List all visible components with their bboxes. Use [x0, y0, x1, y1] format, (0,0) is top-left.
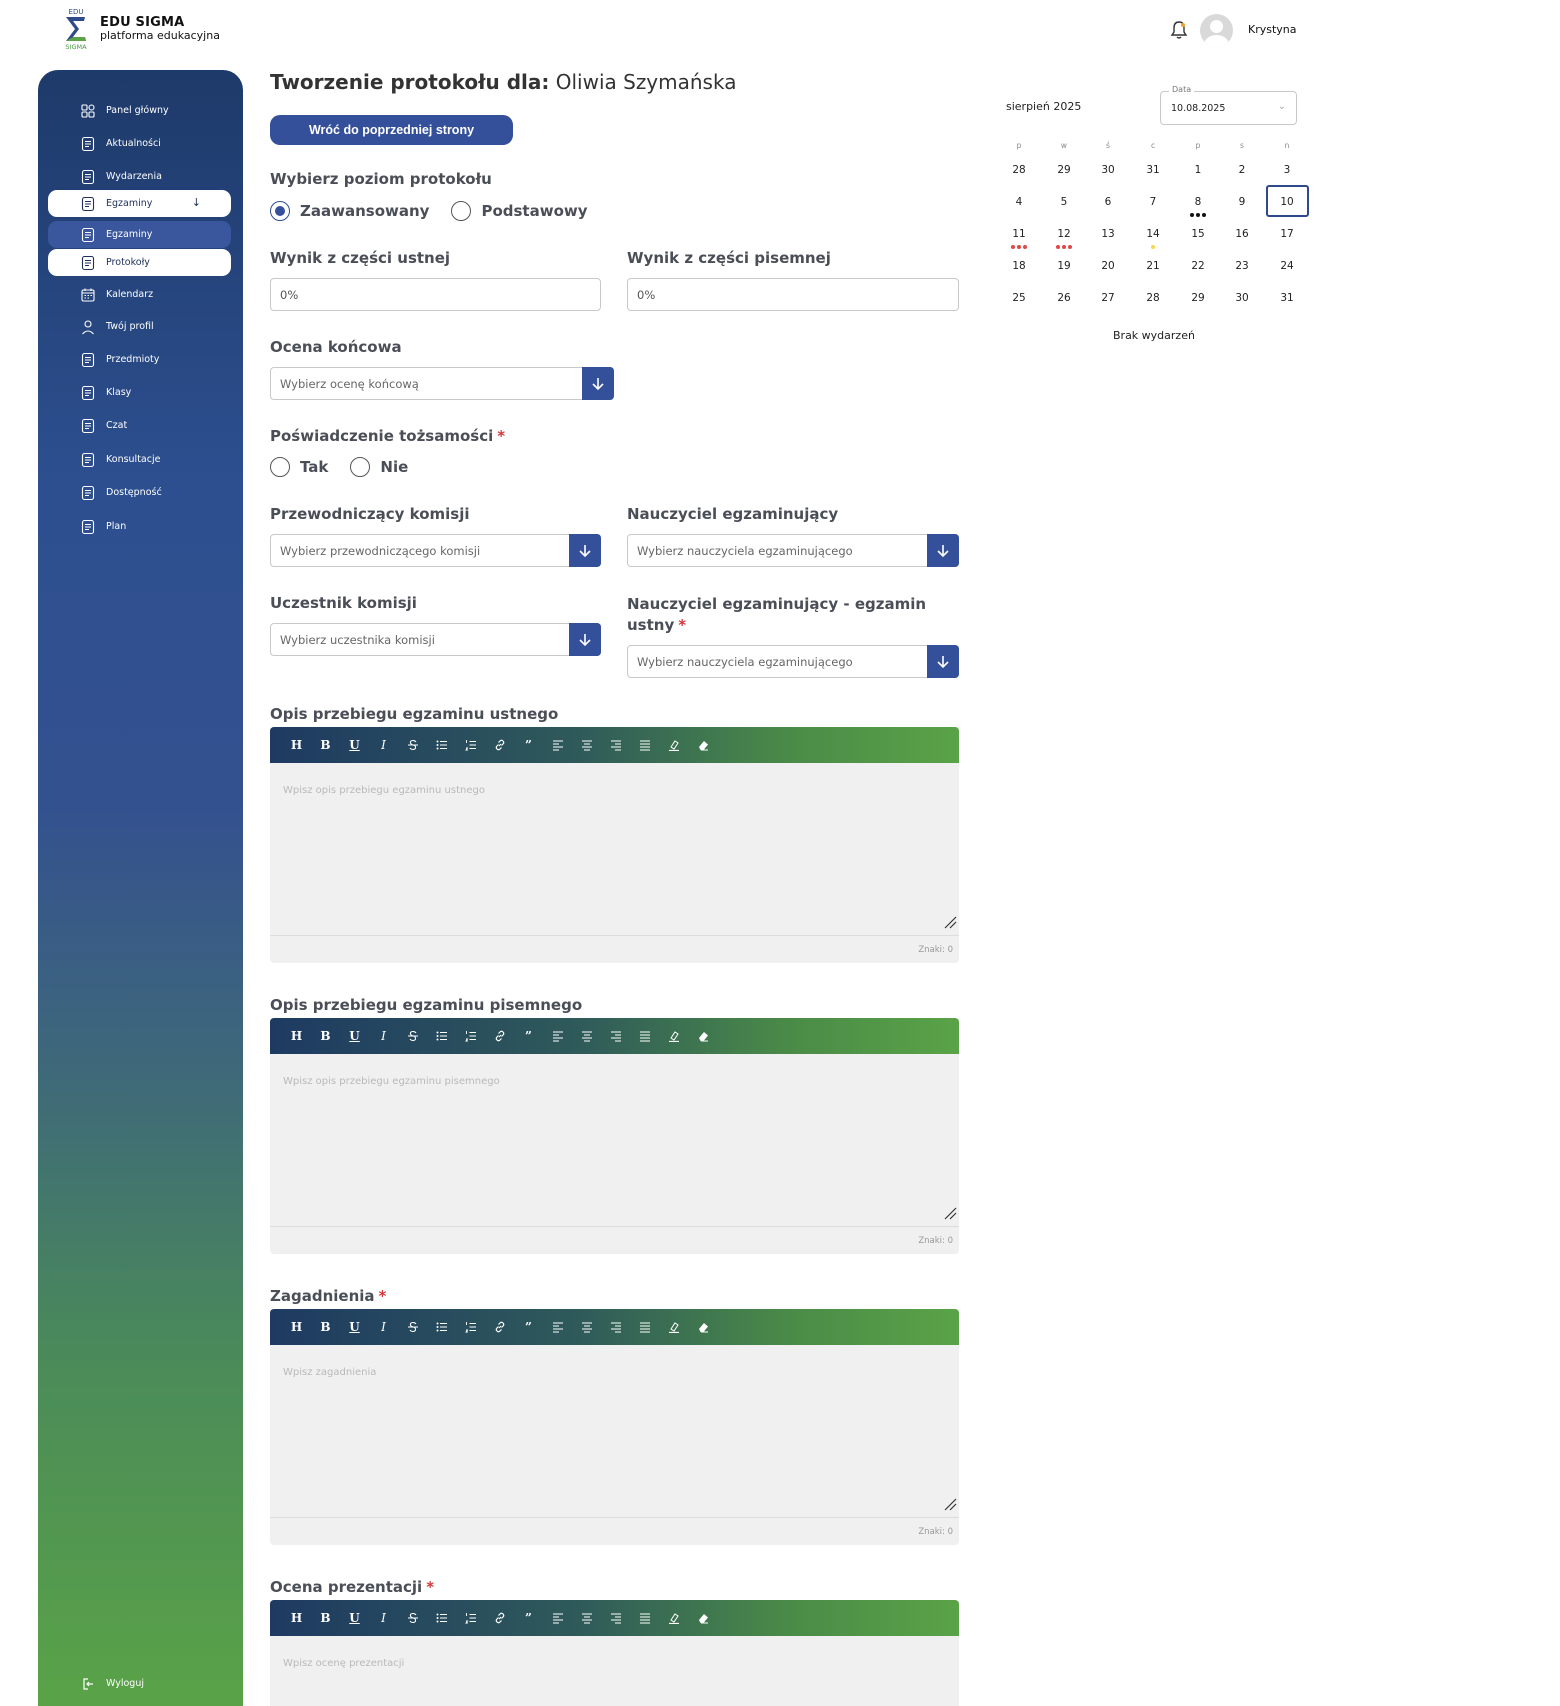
resize-handle-icon[interactable]: [943, 914, 957, 933]
numbered-list-icon[interactable]: [456, 1607, 485, 1629]
italic-icon[interactable]: I: [381, 738, 386, 752]
calendar-day[interactable]: 25: [1012, 292, 1026, 304]
bold-icon[interactable]: B: [320, 1320, 331, 1334]
calendar-day[interactable]: 30: [1101, 164, 1115, 176]
bold-icon[interactable]: B: [320, 738, 331, 752]
sidebar-item-label: Przedmioty: [106, 354, 160, 365]
back-button[interactable]: Wróć do poprzedniej strony: [270, 115, 513, 145]
align-center-icon[interactable]: [572, 1316, 601, 1338]
calendar-day[interactable]: 23: [1235, 260, 1249, 272]
editor-placeholder: Wpisz opis przebiegu egzaminu ustnego: [283, 785, 485, 796]
numbered-list-icon[interactable]: [456, 734, 485, 756]
arrow-down-icon[interactable]: [569, 623, 601, 656]
sidebar-item-label: Aktualności: [106, 138, 161, 149]
logout-button[interactable]: [48, 1670, 231, 1697]
editor-label: Opis przebiegu egzaminu ustnego: [270, 705, 559, 723]
document-icon: [80, 519, 96, 535]
sidebar-item-konsultacje[interactable]: [48, 446, 231, 473]
chair-label: Przewodniczący komisji: [270, 505, 470, 523]
event-dot: [1023, 245, 1027, 249]
document-icon: [80, 255, 96, 271]
logout-label: Wyloguj: [106, 1678, 144, 1689]
radio-icon[interactable]: [270, 457, 290, 477]
document-icon: [80, 352, 96, 368]
calendar-day[interactable]: 13: [1101, 228, 1115, 240]
editor-toolbar: [270, 1600, 959, 1636]
calendar-day[interactable]: 12: [1057, 228, 1071, 240]
document-icon: [80, 418, 96, 434]
calendar-icon: [80, 287, 96, 303]
arrow-down-icon[interactable]: [582, 367, 614, 400]
sidebar-item-kalendarz[interactable]: [48, 281, 231, 308]
student-name: Oliwia Szymańska: [555, 70, 737, 94]
bullet-list-icon[interactable]: [427, 1025, 456, 1047]
calendar-day[interactable]: 26: [1057, 292, 1071, 304]
eraser-icon[interactable]: [688, 1025, 717, 1047]
document-icon: [80, 169, 96, 185]
sidebar-item-label: Wydarzenia: [106, 171, 162, 182]
user-icon: [80, 319, 96, 335]
event-dot: [1068, 245, 1072, 249]
level-option-basic[interactable]: Podstawowy: [451, 201, 587, 221]
align-left-icon[interactable]: [543, 1316, 572, 1338]
document-icon: [80, 196, 96, 212]
identity-option-yes[interactable]: Tak: [270, 457, 328, 477]
bell-icon[interactable]: [1170, 20, 1188, 40]
eraser-icon[interactable]: [688, 1316, 717, 1338]
calendar-day[interactable]: 16: [1235, 228, 1249, 240]
level-option-advanced[interactable]: Zaawansowany: [270, 201, 429, 221]
page-title: Tworzenie protokołu dla: Oliwia Szymańska: [270, 70, 737, 94]
no-events-text: Brak wydarzeń: [1113, 329, 1195, 342]
calendar-day[interactable]: 31: [1146, 164, 1160, 176]
calendar-day[interactable]: 15: [1191, 228, 1205, 240]
dashboard-icon: [80, 103, 96, 119]
selected-day-highlight: [1266, 185, 1309, 217]
written-score-input[interactable]: 0%: [627, 278, 959, 311]
underline-icon[interactable]: U: [349, 1611, 360, 1625]
editor-textarea[interactable]: [270, 763, 959, 936]
align-center-icon[interactable]: [572, 734, 601, 756]
bold-icon[interactable]: B: [320, 1611, 331, 1625]
required-mark: *: [426, 1578, 435, 1596]
radio-icon[interactable]: [350, 457, 370, 477]
numbered-list-icon[interactable]: [456, 1316, 485, 1338]
link-icon[interactable]: [485, 1607, 514, 1629]
editor-textarea[interactable]: [270, 1054, 959, 1227]
editor-toolbar: [270, 1018, 959, 1054]
event-dot: [1011, 245, 1015, 249]
sidebar-item-panel-główny[interactable]: [48, 97, 231, 124]
highlight-icon[interactable]: [659, 1025, 688, 1047]
editor-placeholder: Wpisz zagadnienia: [283, 1367, 377, 1378]
align-justify-icon[interactable]: [630, 1607, 659, 1629]
sidebar-item-label: Dostępność: [106, 487, 162, 498]
highlight-icon[interactable]: [659, 1607, 688, 1629]
sidebar-item-aktualności[interactable]: [48, 130, 231, 157]
examiner-label: Nauczyciel egzaminujący: [627, 505, 839, 523]
logo[interactable]: [62, 8, 262, 52]
quote-icon[interactable]: ”: [525, 1029, 532, 1043]
strikethrough-icon[interactable]: [398, 1316, 427, 1338]
highlight-icon[interactable]: [659, 734, 688, 756]
identity-radio-group: [270, 457, 430, 477]
calendar-day[interactable]: 17: [1280, 228, 1294, 240]
calendar-day[interactable]: 24: [1280, 260, 1294, 272]
quote-icon[interactable]: ”: [525, 1611, 532, 1625]
brand-name: EDU SIGMA: [100, 15, 185, 30]
weekday-header: ś: [1106, 141, 1110, 150]
calendar-day[interactable]: 30: [1235, 292, 1249, 304]
username[interactable]: Krystyna: [1248, 23, 1297, 36]
align-right-icon[interactable]: [601, 1316, 630, 1338]
underline-icon[interactable]: U: [349, 1029, 360, 1043]
chevron-down-icon: ⌄: [1277, 101, 1286, 112]
calendar-day[interactable]: 21: [1146, 260, 1160, 272]
sidebar-item-label: Czat: [106, 420, 128, 431]
weekday-header: p: [1016, 141, 1022, 150]
document-icon: [80, 485, 96, 501]
event-dot: [1151, 245, 1155, 249]
italic-icon[interactable]: I: [381, 1611, 386, 1625]
link-icon[interactable]: [485, 734, 514, 756]
member-select[interactable]: Wybierz uczestnika komisji: [270, 623, 601, 656]
sidebar-item-label: Plan: [106, 521, 127, 532]
document-icon: [80, 136, 96, 152]
underline-icon[interactable]: U: [349, 738, 360, 752]
document-icon: [80, 385, 96, 401]
rich-text-editor: [270, 727, 959, 963]
sidebar-item-label: Konsultacje: [106, 454, 161, 465]
level-radio-group: [270, 201, 610, 221]
sidebar-item-czat[interactable]: [48, 412, 231, 439]
character-count: Znaki: 0: [918, 945, 953, 955]
link-icon[interactable]: [485, 1025, 514, 1047]
heading-icon[interactable]: H: [290, 1029, 303, 1043]
level-label: Wybierz poziom protokołu: [270, 170, 492, 188]
calendar-day[interactable]: 11: [1012, 228, 1026, 240]
align-justify-icon[interactable]: [630, 1316, 659, 1338]
editor-label: Opis przebiegu egzaminu pisemnego: [270, 996, 583, 1014]
italic-icon[interactable]: I: [381, 1029, 386, 1043]
sidebar-item-label: Egzaminy: [106, 198, 153, 209]
examiner-select[interactable]: Wybierz nauczyciela egzaminującego: [627, 534, 959, 567]
calendar-day[interactable]: 28: [1012, 164, 1026, 176]
editor-toolbar: [270, 1309, 959, 1345]
calendar-day[interactable]: 14: [1146, 228, 1160, 240]
calendar-day[interactable]: 1: [1194, 164, 1202, 176]
align-left-icon[interactable]: [543, 1607, 572, 1629]
sidebar-item-label: Panel główny: [106, 105, 169, 116]
resize-handle-icon[interactable]: [943, 1496, 957, 1515]
final-grade-select[interactable]: Wybierz ocenę końcową: [270, 367, 614, 400]
sigma-logo-icon: EDU SIGMA: [65, 8, 87, 51]
quote-icon[interactable]: ”: [525, 738, 532, 752]
strikethrough-icon[interactable]: [398, 1025, 427, 1047]
character-count: Znaki: 0: [918, 1527, 953, 1537]
strikethrough-icon[interactable]: [398, 1607, 427, 1629]
editor-textarea[interactable]: [270, 1345, 959, 1518]
date-label: Data: [1169, 85, 1194, 94]
bullet-list-icon[interactable]: [427, 1607, 456, 1629]
required-mark: *: [378, 1287, 387, 1305]
logout-icon: [82, 1677, 96, 1691]
sidebar-item-label: Klasy: [106, 387, 132, 398]
eraser-icon[interactable]: [688, 734, 717, 756]
resize-handle-icon[interactable]: [943, 1205, 957, 1224]
event-dot: [1202, 213, 1206, 217]
align-center-icon[interactable]: [572, 1607, 601, 1629]
sidebar-item-twój-profil[interactable]: [48, 313, 231, 340]
sidebar-item-egzaminy[interactable]: [48, 190, 231, 217]
arrow-down-icon[interactable]: [569, 534, 601, 567]
member-label: Uczestnik komisji: [270, 594, 417, 612]
align-left-icon[interactable]: [543, 734, 572, 756]
rich-text-editor: [270, 1600, 959, 1706]
eraser-icon[interactable]: [688, 1607, 717, 1629]
event-dot: [1056, 245, 1060, 249]
event-dot: [1196, 213, 1200, 217]
document-icon: [80, 452, 96, 468]
arrow-down-icon[interactable]: ↓: [191, 196, 201, 209]
calendar-day[interactable]: 20: [1101, 260, 1115, 272]
weekday-header: s: [1240, 141, 1244, 150]
editor-placeholder: Wpisz opis przebiegu egzaminu pisemnego: [283, 1076, 500, 1087]
heading-icon[interactable]: H: [290, 738, 303, 752]
calendar-day[interactable]: 22: [1191, 260, 1205, 272]
align-right-icon[interactable]: [601, 734, 630, 756]
sidebar-item-wydarzenia[interactable]: [48, 163, 231, 190]
sidebar-item-egzaminy[interactable]: [48, 221, 231, 248]
editor-toolbar: [270, 727, 959, 763]
editor-textarea[interactable]: [270, 1636, 959, 1706]
calendar-month: sierpień 2025: [1006, 100, 1082, 113]
sidebar-item-dostępność[interactable]: [48, 479, 231, 506]
calendar-day[interactable]: 28: [1146, 292, 1160, 304]
editor-placeholder: Wpisz ocenę prezentacji: [283, 1658, 405, 1669]
calendar-day[interactable]: 9: [1238, 196, 1246, 208]
link-icon[interactable]: [485, 1316, 514, 1338]
rich-text-editor: [270, 1309, 959, 1545]
calendar-day[interactable]: 18: [1012, 260, 1026, 272]
avatar[interactable]: [1200, 14, 1233, 47]
calendar-day[interactable]: 4: [1015, 196, 1023, 208]
arrow-down-icon[interactable]: [927, 534, 959, 567]
event-dot: [1062, 245, 1066, 249]
oral-examiner-label: Nauczyciel egzaminujący - egzamin ustny *: [627, 595, 927, 634]
calendar-day[interactable]: 27: [1101, 292, 1115, 304]
final-grade-label: Ocena końcowa: [270, 338, 402, 356]
align-justify-icon[interactable]: [630, 1025, 659, 1047]
document-icon: [80, 227, 96, 243]
weekday-header: c: [1150, 141, 1156, 150]
date-picker[interactable]: [1160, 85, 1297, 125]
weekday-header: n: [1284, 141, 1290, 150]
calendar-day[interactable]: 5: [1060, 196, 1068, 208]
sidebar-item-label: Egzaminy: [106, 229, 153, 240]
calendar-day[interactable]: 31: [1280, 292, 1294, 304]
calendar-day[interactable]: 29: [1057, 164, 1071, 176]
heading-icon[interactable]: H: [290, 1611, 303, 1625]
oral-score-input[interactable]: 0%: [270, 278, 601, 311]
strikethrough-icon[interactable]: [398, 734, 427, 756]
align-right-icon[interactable]: [601, 1025, 630, 1047]
italic-icon[interactable]: I: [381, 1320, 386, 1334]
calendar-day[interactable]: 8: [1194, 196, 1202, 208]
bullet-list-icon[interactable]: [427, 734, 456, 756]
sidebar-item-label: Protokoły: [106, 257, 150, 268]
weekday-header: w: [1060, 141, 1068, 150]
sidebar-item-label: Twój profil: [106, 321, 154, 332]
heading-icon[interactable]: H: [290, 1320, 303, 1334]
event-dot: [1017, 245, 1021, 249]
user-area: [1170, 12, 1320, 48]
editor-label: Zagadnienia *: [270, 1287, 387, 1305]
sidebar-item-przedmioty[interactable]: [48, 346, 231, 373]
editor-label: Ocena prezentacji *: [270, 1578, 435, 1596]
sidebar-item-label: Kalendarz: [106, 289, 154, 300]
oral-score-label: Wynik z części ustnej: [270, 249, 451, 267]
sidebar: [38, 70, 243, 1706]
bold-icon[interactable]: B: [320, 1029, 331, 1043]
align-justify-icon[interactable]: [630, 734, 659, 756]
sidebar-item-protokoły[interactable]: [48, 249, 231, 276]
chair-select[interactable]: Wybierz przewodniczącego komisji: [270, 534, 601, 567]
brand-subtitle: platforma edukacyjna: [100, 29, 220, 42]
calendar-day[interactable]: 19: [1057, 260, 1071, 272]
quote-icon[interactable]: ”: [525, 1320, 532, 1334]
identity-option-no[interactable]: Nie: [350, 457, 408, 477]
align-left-icon[interactable]: [543, 1025, 572, 1047]
weekday-header: p: [1195, 141, 1201, 150]
radio-icon[interactable]: [451, 201, 471, 221]
calendar-day[interactable]: 7: [1149, 196, 1157, 208]
character-count: Znaki: 0: [918, 1236, 953, 1246]
radio-checked-icon[interactable]: [270, 201, 290, 221]
date-value: 10.08.2025: [1171, 103, 1226, 114]
sidebar-item-klasy[interactable]: [48, 379, 231, 406]
bullet-list-icon[interactable]: [427, 1316, 456, 1338]
calendar-day[interactable]: 3: [1283, 164, 1291, 176]
align-center-icon[interactable]: [572, 1025, 601, 1047]
underline-icon[interactable]: U: [349, 1320, 360, 1334]
arrow-down-icon[interactable]: [927, 645, 959, 678]
calendar-day[interactable]: 29: [1191, 292, 1205, 304]
written-score-label: Wynik z części pisemnej: [627, 249, 831, 267]
calendar-day[interactable]: 6: [1104, 196, 1112, 208]
calendar-day[interactable]: 10: [1280, 196, 1294, 208]
calendar-day[interactable]: 2: [1238, 164, 1246, 176]
oral-examiner-select[interactable]: Wybierz nauczyciela egzaminującego: [627, 645, 959, 678]
sidebar-item-plan[interactable]: [48, 513, 231, 540]
identity-label: Poświadczenie tożsamości *: [270, 427, 506, 445]
highlight-icon[interactable]: [659, 1316, 688, 1338]
rich-text-editor: [270, 1018, 959, 1254]
align-right-icon[interactable]: [601, 1607, 630, 1629]
event-dot: [1190, 213, 1194, 217]
numbered-list-icon[interactable]: [456, 1025, 485, 1047]
